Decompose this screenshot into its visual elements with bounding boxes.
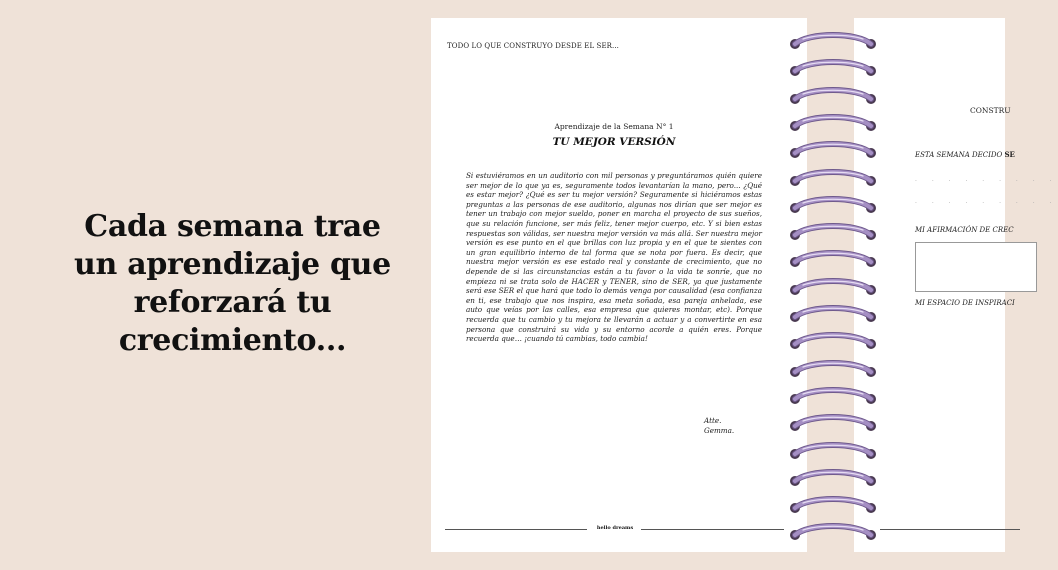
- page-header: TODO LO QUE CONSTRUYO DESDE EL SER...: [447, 42, 620, 50]
- coil-ring: [789, 276, 877, 298]
- coil-ring: [789, 112, 877, 134]
- coil-ring: [789, 248, 877, 270]
- coil-ring: [789, 85, 877, 107]
- coil-ring: [789, 303, 877, 325]
- coil-ring: [789, 194, 877, 216]
- footer-divider: [641, 529, 784, 530]
- footer-brand: hello dreams: [596, 525, 634, 531]
- decide-label: [915, 150, 1015, 159]
- coil-ring: [789, 221, 877, 243]
- lesson-body: Si estuviéramos en un auditorio con mil personas y preguntáramos quién quiere ser mejor de lo que ya es, seguramente todos levantarían la mano, pero... ¿Qué es estar mejor? ¿Qué es ser tu mejor versión? Seguramente si hiciéramos estas preguntas a las personas de ese auditorio, algunas nos dirían que ser mejor es tener un trabajo con mejor sueldo, poner en marcha el proyecto de sus sueños, que su relación funcione, ser más feliz, tener mejor cuerpo, etc. Y si bien estas respuestas son válidas, ser nuestra mejor versión va más allá. Ser nuestra mejor versión es ese punto en el que brillas con luz propia y en el que te sientes con un gran equilibrio interno de tal forma que se nota por fuera. Es decir, que nuestra mejor versión es ese estado real y constante de crecimiento, que no depende de si las circunstancias están a tu favor o la vida te sonríe, que no empieza ni se trata solo de HACER y TENER, sino de SER, ya que justamente será ese SER el que hará que todo lo demás venga por causalidad (esa confianza en ti, ese trabajo que nos inspira, esa meta soñada, esa pareja anhelada, ese auto que veías por las calles, esa empresa que quieres montar, etc). Porque recuerda que tu cambio y tu mejora te llevarán a actuar y a convertirte en esa persona que construirá su vida y su entorno acorde a quién eres. Porque recuerda que… ¡cuando tú cambias, todo cambia!: [466, 171, 762, 344]
- promo-line: un aprendizaje que: [74, 247, 391, 282]
- coil-ring: [789, 412, 877, 434]
- signature-name: Gemma.: [704, 425, 735, 435]
- signature-atte: Atte.: [704, 416, 722, 425]
- decide-label-text: ESTA SEMANA DECIDO: [915, 151, 1005, 159]
- affirmation-box: [915, 242, 1037, 292]
- footer-divider: [445, 529, 587, 530]
- coil-ring: [789, 467, 877, 489]
- coil-ring: [789, 440, 877, 462]
- coil-ring: [789, 57, 877, 79]
- footer-divider: [880, 529, 1020, 530]
- lesson-subtitle: Aprendizaje de la Semana N° 1: [554, 122, 674, 131]
- signature: [704, 416, 734, 435]
- coil-ring: [789, 30, 877, 52]
- affirmation-label: MI AFIRMACIÓN DE CREC: [915, 226, 1014, 234]
- coil-ring: [789, 139, 877, 161]
- promo-line: reforzará tu: [133, 285, 332, 320]
- promo-headline: [70, 208, 395, 360]
- notebook-left-page: [431, 18, 807, 552]
- decide-label-bold: SE: [1004, 150, 1015, 159]
- right-page-heading: CONSTRU: [970, 106, 1011, 115]
- dotted-line: · · · · · · · · ·: [915, 200, 1058, 207]
- coil-ring: [789, 167, 877, 189]
- coil-ring: [789, 385, 877, 407]
- coil-ring: [789, 521, 877, 543]
- coil-ring: [789, 494, 877, 516]
- inspiration-label: MI ESPACIO DE INSPIRACI: [915, 299, 1015, 307]
- promo-line: Cada semana trae: [84, 209, 381, 244]
- promo-line: crecimiento...: [118, 323, 347, 358]
- coil-ring: [789, 330, 877, 352]
- coil-ring: [789, 358, 877, 380]
- dotted-line: · · · · · · · · ·: [915, 178, 1058, 185]
- lesson-title: TU MEJOR VERSIÓN: [552, 136, 676, 148]
